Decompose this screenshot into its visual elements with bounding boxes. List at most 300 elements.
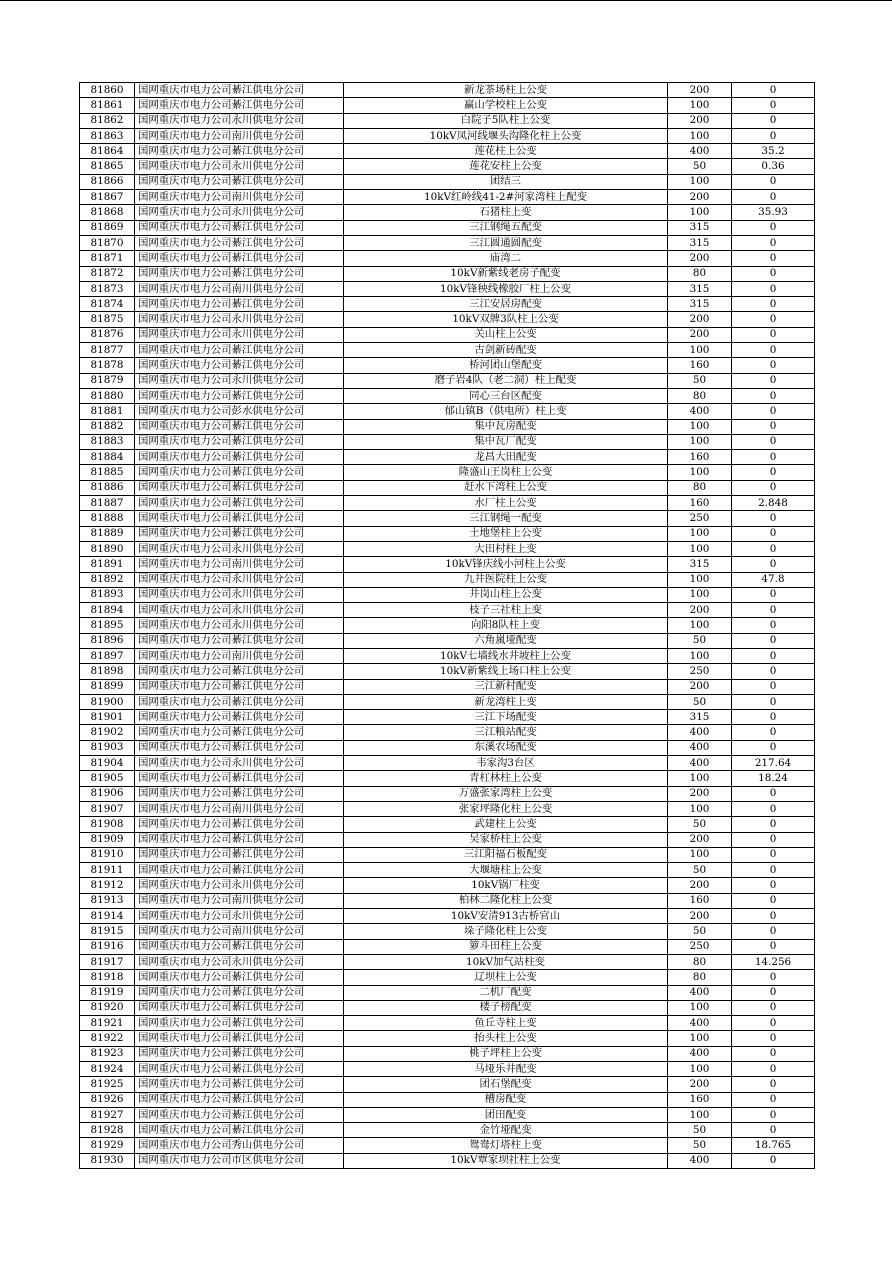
value-cell: 0 [732, 1077, 815, 1092]
table-row [80, 496, 815, 511]
capacity-cell: 250 [668, 664, 732, 679]
transformer-name-cell: 10kV锅厂柱变 [344, 878, 668, 893]
company-cell: 国网重庆市电力公司綦江供电分公司 [135, 388, 344, 403]
row-id-cell: 81861 [80, 98, 135, 113]
transformer-name-cell: 桃子坪柱上公变 [344, 1046, 668, 1061]
row-id-cell: 81921 [80, 1016, 135, 1031]
transformer-name-cell: 万盛张家湾柱上公变 [344, 786, 668, 801]
value-cell: 47.8 [732, 572, 815, 587]
capacity-cell: 400 [668, 1153, 732, 1168]
capacity-cell: 80 [668, 266, 732, 281]
company-cell: 国网重庆市电力公司永川供电分公司 [135, 113, 344, 128]
capacity-cell: 100 [668, 572, 732, 587]
table-row [80, 786, 815, 801]
capacity-cell: 100 [668, 541, 732, 556]
transformer-name-cell: 三江新村配变 [344, 679, 668, 694]
table-row [80, 388, 815, 403]
table-row [80, 985, 815, 1000]
value-cell: 0 [732, 83, 815, 98]
row-id-cell: 81920 [80, 1000, 135, 1015]
table-row [80, 235, 815, 250]
transformer-name-cell: 桥河团山堡配变 [344, 358, 668, 373]
value-cell: 0 [732, 633, 815, 648]
transformer-name-cell: 三江钢绳五配变 [344, 220, 668, 235]
table-row [80, 358, 815, 373]
company-cell: 国网重庆市电力公司綦江供电分公司 [135, 496, 344, 511]
table-row [80, 1000, 815, 1015]
row-id-cell: 81912 [80, 878, 135, 893]
row-id-cell: 81917 [80, 954, 135, 969]
row-id-cell: 81871 [80, 251, 135, 266]
transformer-name-cell: 三江钢绳一配变 [344, 511, 668, 526]
capacity-cell: 100 [668, 1031, 732, 1046]
row-id-cell: 81919 [80, 985, 135, 1000]
capacity-cell: 50 [668, 694, 732, 709]
value-cell: 0 [732, 557, 815, 572]
capacity-cell: 50 [668, 817, 732, 832]
transformer-data-table [79, 82, 815, 1169]
company-cell: 国网重庆市电力公司永川供电分公司 [135, 603, 344, 618]
table-row [80, 954, 815, 969]
value-cell: 0 [732, 725, 815, 740]
row-id-cell: 81894 [80, 603, 135, 618]
row-id-cell: 81906 [80, 786, 135, 801]
row-id-cell: 81927 [80, 1107, 135, 1122]
row-id-cell: 81882 [80, 419, 135, 434]
transformer-name-cell: 赢山学校柱上公变 [344, 98, 668, 113]
company-cell: 国网重庆市电力公司南川供电分公司 [135, 924, 344, 939]
capacity-cell: 100 [668, 205, 732, 220]
row-id-cell: 81914 [80, 909, 135, 924]
table-row [80, 419, 815, 434]
company-cell: 国网重庆市电力公司綦江供电分公司 [135, 235, 344, 250]
row-id-cell: 81864 [80, 144, 135, 159]
table-row [80, 694, 815, 709]
value-cell: 0 [732, 710, 815, 725]
company-cell: 国网重庆市电力公司綦江供电分公司 [135, 343, 344, 358]
value-cell: 0 [732, 893, 815, 908]
value-cell: 14.256 [732, 954, 815, 969]
capacity-cell: 50 [668, 373, 732, 388]
value-cell: 0 [732, 266, 815, 281]
row-id-cell: 81862 [80, 113, 135, 128]
capacity-cell: 160 [668, 358, 732, 373]
company-cell: 国网重庆市电力公司南川供电分公司 [135, 190, 344, 205]
company-cell: 国网重庆市电力公司秀山供电分公司 [135, 1138, 344, 1153]
row-id-cell: 81905 [80, 771, 135, 786]
row-id-cell: 81885 [80, 465, 135, 480]
row-id-cell: 81884 [80, 450, 135, 465]
row-id-cell: 81909 [80, 832, 135, 847]
value-cell: 0 [732, 297, 815, 312]
capacity-cell: 200 [668, 679, 732, 694]
company-cell: 国网重庆市电力公司永川供电分公司 [135, 572, 344, 587]
row-id-cell: 81865 [80, 159, 135, 174]
capacity-cell: 50 [668, 633, 732, 648]
row-id-cell: 81923 [80, 1046, 135, 1061]
transformer-name-cell: 向阳8队柱上变 [344, 618, 668, 633]
row-id-cell: 81899 [80, 679, 135, 694]
transformer-name-cell: 大田村柱上变 [344, 541, 668, 556]
value-cell: 0 [732, 1092, 815, 1107]
company-cell: 国网重庆市电力公司綦江供电分公司 [135, 434, 344, 449]
transformer-name-cell: 辽坝柱上公变 [344, 970, 668, 985]
row-id-cell: 81918 [80, 970, 135, 985]
transformer-name-cell: 古剑新砖配变 [344, 343, 668, 358]
transformer-name-cell: 箩斗田柱上公变 [344, 939, 668, 954]
company-cell: 国网重庆市电力公司永川供电分公司 [135, 618, 344, 633]
table-row [80, 679, 815, 694]
capacity-cell: 50 [668, 159, 732, 174]
transformer-name-cell: 吴家桥柱上公变 [344, 832, 668, 847]
table-row [80, 113, 815, 128]
row-id-cell: 81866 [80, 174, 135, 189]
company-cell: 国网重庆市电力公司永川供电分公司 [135, 541, 344, 556]
capacity-cell: 100 [668, 1107, 732, 1122]
capacity-cell: 200 [668, 113, 732, 128]
value-cell: 0 [732, 526, 815, 541]
transformer-name-cell: 九井医院柱上公变 [344, 572, 668, 587]
table-row [80, 847, 815, 862]
table-row [80, 817, 815, 832]
transformer-name-cell: 团石堡配变 [344, 1077, 668, 1092]
capacity-cell: 160 [668, 893, 732, 908]
row-id-cell: 81915 [80, 924, 135, 939]
value-cell: 0 [732, 1107, 815, 1122]
company-cell: 国网重庆市电力公司綦江供电分公司 [135, 1000, 344, 1015]
value-cell: 0 [732, 480, 815, 495]
page-top-rule [0, 0, 892, 1]
transformer-name-cell: 三江安居房配变 [344, 297, 668, 312]
capacity-cell: 400 [668, 756, 732, 771]
capacity-cell: 200 [668, 1077, 732, 1092]
company-cell: 国网重庆市电力公司綦江供电分公司 [135, 985, 344, 1000]
table-row [80, 970, 815, 985]
table-row [80, 710, 815, 725]
transformer-name-cell: 抬头柱上公变 [344, 1031, 668, 1046]
value-cell: 0 [732, 664, 815, 679]
value-cell: 0 [732, 220, 815, 235]
table-row [80, 83, 815, 98]
value-cell: 0 [732, 1123, 815, 1138]
row-id-cell: 81913 [80, 893, 135, 908]
company-cell: 国网重庆市电力公司南川供电分公司 [135, 557, 344, 572]
capacity-cell: 50 [668, 1138, 732, 1153]
table-row [80, 373, 815, 388]
row-id-cell: 81881 [80, 404, 135, 419]
transformer-name-cell: 鱼丘寺柱上变 [344, 1016, 668, 1031]
capacity-cell: 100 [668, 618, 732, 633]
table-row [80, 572, 815, 587]
table-row [80, 771, 815, 786]
table-row [80, 587, 815, 602]
company-cell: 国网重庆市电力公司綦江供电分公司 [135, 633, 344, 648]
transformer-name-cell: 三江粮站配变 [344, 725, 668, 740]
table-row [80, 1031, 815, 1046]
transformer-name-cell: 石猪柱上变 [344, 205, 668, 220]
company-cell: 国网重庆市电力公司永川供电分公司 [135, 205, 344, 220]
value-cell: 0 [732, 694, 815, 709]
row-id-cell: 81896 [80, 633, 135, 648]
row-id-cell: 81890 [80, 541, 135, 556]
table-row [80, 480, 815, 495]
table-row [80, 633, 815, 648]
row-id-cell: 81870 [80, 235, 135, 250]
capacity-cell: 400 [668, 144, 732, 159]
row-id-cell: 81878 [80, 358, 135, 373]
transformer-name-cell: 10kV凤河线堰头沟隆化柱上公变 [344, 128, 668, 143]
capacity-cell: 315 [668, 557, 732, 572]
capacity-cell: 100 [668, 465, 732, 480]
row-id-cell: 81874 [80, 297, 135, 312]
value-cell: 0 [732, 113, 815, 128]
capacity-cell: 200 [668, 909, 732, 924]
transformer-name-cell: 10kV覃家坝社柱上公变 [344, 1153, 668, 1168]
row-id-cell: 81898 [80, 664, 135, 679]
company-cell: 国网重庆市电力公司南川供电分公司 [135, 128, 344, 143]
capacity-cell: 400 [668, 985, 732, 1000]
table-row [80, 893, 815, 908]
table-row [80, 343, 815, 358]
table-row [80, 541, 815, 556]
value-cell: 0 [732, 450, 815, 465]
company-cell: 国网重庆市电力公司永川供电分公司 [135, 954, 344, 969]
value-cell: 0 [732, 801, 815, 816]
transformer-name-cell: 柏林二隆化柱上公变 [344, 893, 668, 908]
transformer-name-cell: 大堰塘柱上公变 [344, 863, 668, 878]
row-id-cell: 81869 [80, 220, 135, 235]
table-row [80, 205, 815, 220]
company-cell: 国网重庆市电力公司綦江供电分公司 [135, 832, 344, 847]
capacity-cell: 80 [668, 970, 732, 985]
transformer-name-cell: 白院子5队柱上公变 [344, 113, 668, 128]
table-row [80, 1092, 815, 1107]
row-id-cell: 81886 [80, 480, 135, 495]
company-cell: 国网重庆市电力公司綦江供电分公司 [135, 771, 344, 786]
capacity-cell: 400 [668, 404, 732, 419]
value-cell: 0 [732, 1062, 815, 1077]
row-id-cell: 81907 [80, 801, 135, 816]
table-row [80, 266, 815, 281]
table-row [80, 801, 815, 816]
capacity-cell: 100 [668, 174, 732, 189]
value-cell: 0 [732, 587, 815, 602]
capacity-cell: 80 [668, 388, 732, 403]
table-row [80, 526, 815, 541]
transformer-name-cell: 10kV锋秧线橡胶厂柱上公变 [344, 281, 668, 296]
transformer-name-cell: 10kV加气站柱变 [344, 954, 668, 969]
transformer-name-cell: 郁山镇B（供电所）柱上变 [344, 404, 668, 419]
company-cell: 国网重庆市电力公司綦江供电分公司 [135, 1062, 344, 1077]
table-row [80, 832, 815, 847]
row-id-cell: 81911 [80, 863, 135, 878]
company-cell: 国网重庆市电力公司綦江供电分公司 [135, 1077, 344, 1092]
row-id-cell: 81889 [80, 526, 135, 541]
transformer-name-cell: 庙湾二 [344, 251, 668, 266]
table-row [80, 297, 815, 312]
company-cell: 国网重庆市电力公司綦江供电分公司 [135, 83, 344, 98]
capacity-cell: 100 [668, 98, 732, 113]
value-cell: 0.36 [732, 159, 815, 174]
value-cell: 35.93 [732, 205, 815, 220]
capacity-cell: 315 [668, 220, 732, 235]
capacity-cell: 400 [668, 740, 732, 755]
company-cell: 国网重庆市电力公司永川供电分公司 [135, 756, 344, 771]
transformer-name-cell: 10kV新紫线老房子配变 [344, 266, 668, 281]
value-cell: 0 [732, 434, 815, 449]
company-cell: 国网重庆市电力公司綦江供电分公司 [135, 465, 344, 480]
value-cell: 2.848 [732, 496, 815, 511]
value-cell: 0 [732, 511, 815, 526]
company-cell: 国网重庆市电力公司南川供电分公司 [135, 281, 344, 296]
table-row [80, 1077, 815, 1092]
company-cell: 国网重庆市电力公司綦江供电分公司 [135, 1123, 344, 1138]
capacity-cell: 250 [668, 511, 732, 526]
capacity-cell: 200 [668, 603, 732, 618]
capacity-cell: 315 [668, 235, 732, 250]
value-cell: 0 [732, 909, 815, 924]
transformer-name-cell: 井岗山柱上公变 [344, 587, 668, 602]
transformer-name-cell: 枝子三社柱上变 [344, 603, 668, 618]
table-row [80, 618, 815, 633]
value-cell: 0 [732, 190, 815, 205]
transformer-name-cell: 新龙湾柱上变 [344, 694, 668, 709]
company-cell: 国网重庆市电力公司永川供电分公司 [135, 327, 344, 342]
row-id-cell: 81930 [80, 1153, 135, 1168]
value-cell: 0 [732, 98, 815, 113]
company-cell: 国网重庆市电力公司綦江供电分公司 [135, 511, 344, 526]
company-cell: 国网重庆市电力公司綦江供电分公司 [135, 664, 344, 679]
table-row [80, 159, 815, 174]
capacity-cell: 400 [668, 1016, 732, 1031]
capacity-cell: 160 [668, 1092, 732, 1107]
capacity-cell: 100 [668, 1000, 732, 1015]
value-cell: 0 [732, 1031, 815, 1046]
value-cell: 0 [732, 1046, 815, 1061]
row-id-cell: 81926 [80, 1092, 135, 1107]
capacity-cell: 80 [668, 954, 732, 969]
table-row [80, 1046, 815, 1061]
row-id-cell: 81929 [80, 1138, 135, 1153]
transformer-name-cell: 磨子岩4队（老二洞）柱上配变 [344, 373, 668, 388]
company-cell: 国网重庆市电力公司綦江供电分公司 [135, 939, 344, 954]
transformer-name-cell: 10kV双牌3队柱上公变 [344, 312, 668, 327]
value-cell: 0 [732, 1153, 815, 1168]
company-cell: 国网重庆市电力公司綦江供电分公司 [135, 526, 344, 541]
company-cell: 国网重庆市电力公司永川供电分公司 [135, 159, 344, 174]
table-row [80, 939, 815, 954]
company-cell: 国网重庆市电力公司綦江供电分公司 [135, 817, 344, 832]
table-row [80, 174, 815, 189]
transformer-name-cell: 东溪农场配变 [344, 740, 668, 755]
table-row [80, 756, 815, 771]
table-row [80, 128, 815, 143]
value-cell: 18.765 [732, 1138, 815, 1153]
capacity-cell: 100 [668, 847, 732, 862]
transformer-name-cell: 楼子榜配变 [344, 1000, 668, 1015]
capacity-cell: 100 [668, 419, 732, 434]
row-id-cell: 81901 [80, 710, 135, 725]
transformer-name-cell: 10kV安清913古桥官山 [344, 909, 668, 924]
capacity-cell: 200 [668, 786, 732, 801]
company-cell: 国网重庆市电力公司綦江供电分公司 [135, 98, 344, 113]
capacity-cell: 400 [668, 1046, 732, 1061]
table-row [80, 1138, 815, 1153]
transformer-name-cell: 集中瓦房配变 [344, 419, 668, 434]
value-cell: 0 [732, 404, 815, 419]
company-cell: 国网重庆市电力公司綦江供电分公司 [135, 480, 344, 495]
transformer-name-cell: 水厂柱上公变 [344, 496, 668, 511]
capacity-cell: 250 [668, 939, 732, 954]
capacity-cell: 200 [668, 83, 732, 98]
value-cell: 0 [732, 648, 815, 663]
row-id-cell: 81928 [80, 1123, 135, 1138]
transformer-name-cell: 莲花安柱上公变 [344, 159, 668, 174]
value-cell: 18.24 [732, 771, 815, 786]
capacity-cell: 50 [668, 924, 732, 939]
transformer-name-cell: 马垭乐井配变 [344, 1062, 668, 1077]
value-cell: 0 [732, 174, 815, 189]
value-cell: 217.64 [732, 756, 815, 771]
company-cell: 国网重庆市电力公司永川供电分公司 [135, 909, 344, 924]
company-cell: 国网重庆市电力公司綦江供电分公司 [135, 1046, 344, 1061]
value-cell: 0 [732, 679, 815, 694]
row-id-cell: 81888 [80, 511, 135, 526]
value-cell: 0 [732, 618, 815, 633]
row-id-cell: 81887 [80, 496, 135, 511]
value-cell: 0 [732, 863, 815, 878]
table-row [80, 327, 815, 342]
row-id-cell: 81925 [80, 1077, 135, 1092]
row-id-cell: 81876 [80, 327, 135, 342]
table-row [80, 924, 815, 939]
transformer-name-cell: 张家坪隆化柱上公变 [344, 801, 668, 816]
table-row [80, 251, 815, 266]
company-cell: 国网重庆市电力公司綦江供电分公司 [135, 1092, 344, 1107]
company-cell: 国网重庆市电力公司綦江供电分公司 [135, 725, 344, 740]
table-row [80, 557, 815, 572]
table-row [80, 190, 815, 205]
company-cell: 国网重庆市电力公司綦江供电分公司 [135, 358, 344, 373]
company-cell: 国网重庆市电力公司綦江供电分公司 [135, 297, 344, 312]
company-cell: 国网重庆市电力公司南川供电分公司 [135, 648, 344, 663]
value-cell: 0 [732, 1016, 815, 1031]
value-cell: 0 [732, 235, 815, 250]
row-id-cell: 81875 [80, 312, 135, 327]
company-cell: 国网重庆市电力公司綦江供电分公司 [135, 1031, 344, 1046]
table-row [80, 664, 815, 679]
transformer-name-cell: 隆盛山王岗柱上公变 [344, 465, 668, 480]
transformer-name-cell: 垛子隆化柱上公变 [344, 924, 668, 939]
company-cell: 国网重庆市电力公司綦江供电分公司 [135, 220, 344, 235]
table-row [80, 312, 815, 327]
value-cell: 0 [732, 419, 815, 434]
transformer-name-cell: 10kV七墙线水井坡柱上公变 [344, 648, 668, 663]
company-cell: 国网重庆市电力公司綦江供电分公司 [135, 1107, 344, 1122]
capacity-cell: 315 [668, 281, 732, 296]
transformer-name-cell: 武建柱上公变 [344, 817, 668, 832]
capacity-cell: 160 [668, 450, 732, 465]
value-cell: 0 [732, 817, 815, 832]
row-id-cell: 81880 [80, 388, 135, 403]
row-id-cell: 81900 [80, 694, 135, 709]
value-cell: 0 [732, 1000, 815, 1015]
table-row [80, 220, 815, 235]
row-id-cell: 81860 [80, 83, 135, 98]
value-cell: 35.2 [732, 144, 815, 159]
table-row [80, 281, 815, 296]
row-id-cell: 81903 [80, 740, 135, 755]
